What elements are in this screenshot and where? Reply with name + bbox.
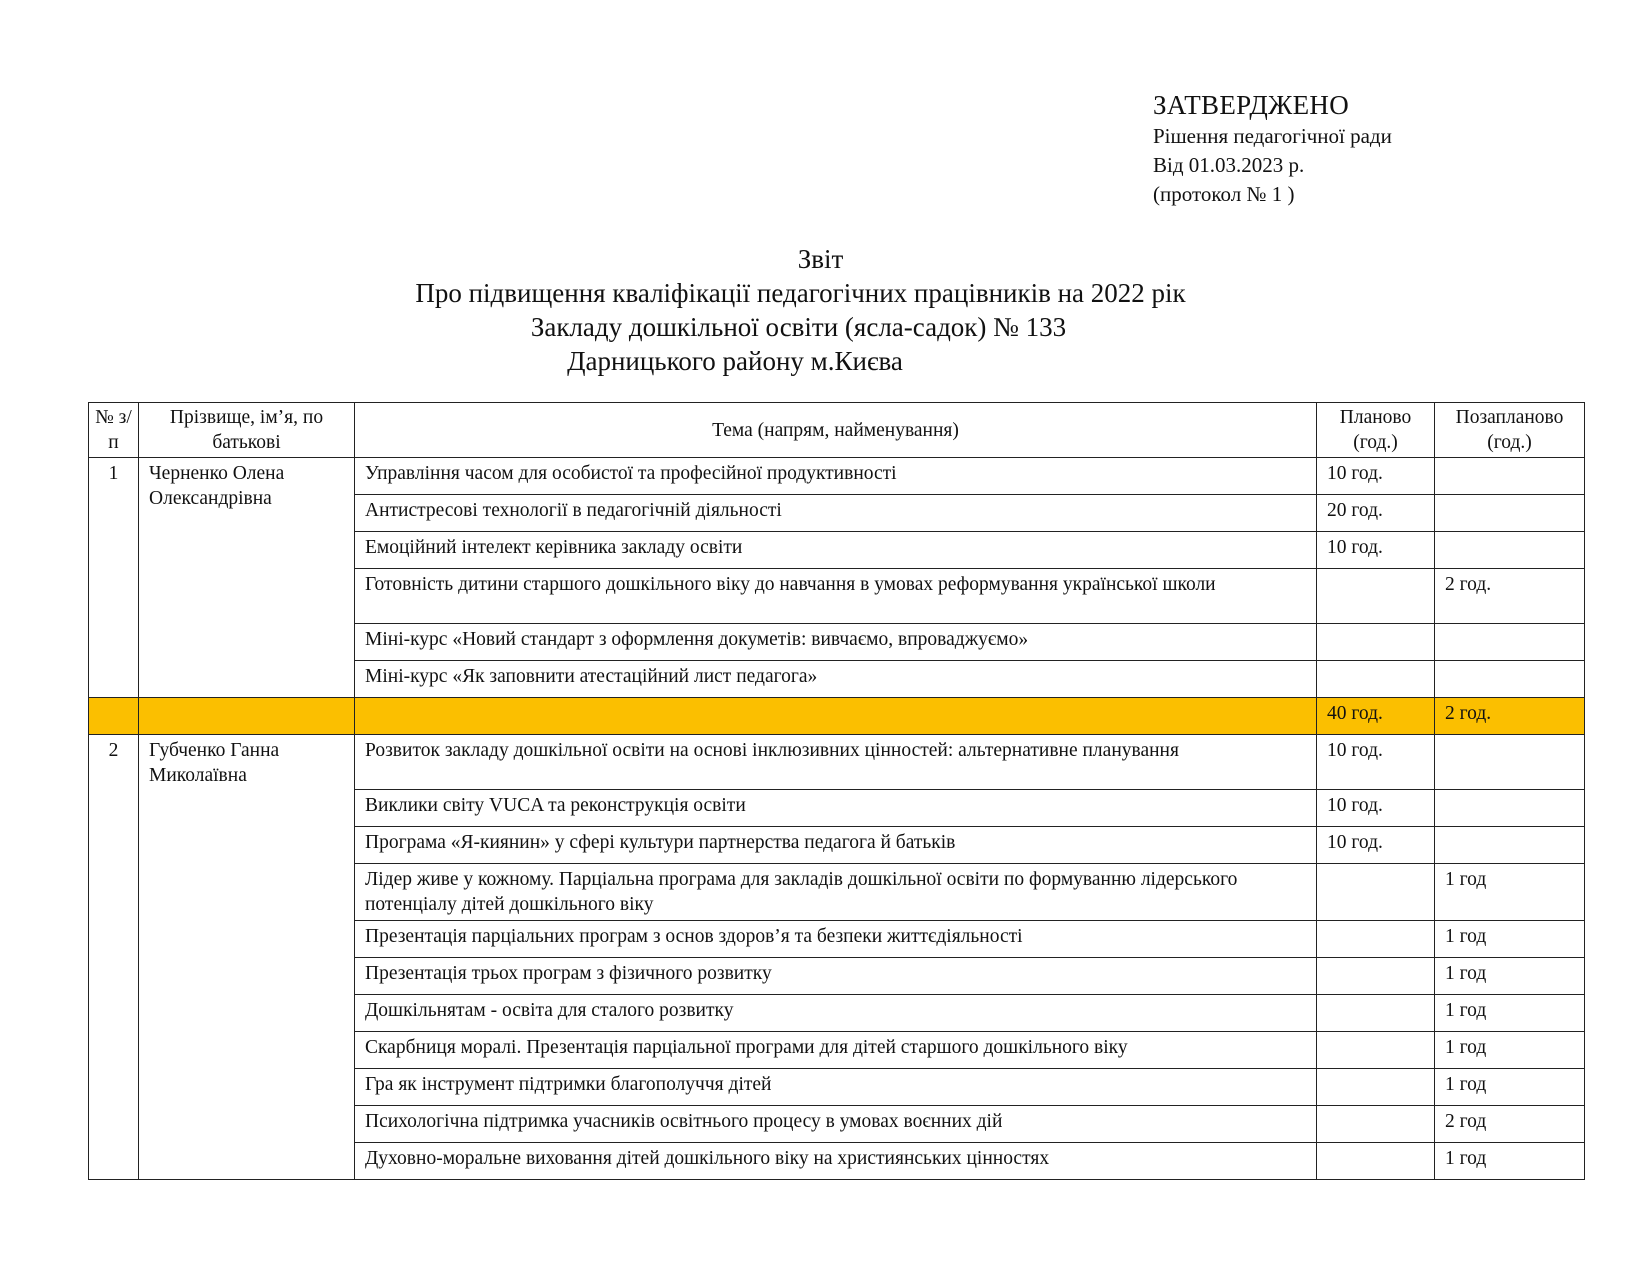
header-num: № з/п [89,403,139,458]
report-subtitle-3: Дарницького району м.Києва [567,346,903,376]
theme-cell: Психологічна підтримка учасників освітнього процесу в умовах воєнних дій [355,1106,1317,1143]
unplanned-cell [1435,624,1585,661]
theme-cell: Міні-курс «Як заповнити атестаційний лист педагога» [355,661,1317,698]
planned-cell: 10 год. [1317,735,1435,790]
header-name: Прізвище, ім’я, по батькові [139,403,355,458]
planned-cell [1317,921,1435,958]
unplanned-cell [1435,790,1585,827]
theme-cell: Програма «Я-киянин» у сфері культури партнерства педагога й батьків [355,827,1317,864]
theme-cell: Емоційний інтелект керівника закладу освіти [355,532,1317,569]
planned-cell [1317,1106,1435,1143]
approval-heading: ЗАТВЕРДЖЕНО [1153,90,1350,120]
unplanned-cell: 1 год [1435,1032,1585,1069]
planned-cell [1317,624,1435,661]
total-row [89,698,1585,735]
unplanned-cell: 2 год [1435,1106,1585,1143]
approval-block [1153,88,1392,209]
total-planned: 40 год. [1317,698,1435,735]
unplanned-cell: 1 год [1435,995,1585,1032]
unplanned-cell [1435,661,1585,698]
report-subtitle-1: Про підвищення кваліфікації педагогічних працівників на 2022 рік [415,278,1186,308]
theme-cell: Розвиток закладу дошкільної освіти на основі інклюзивних цінностей: альтернативне планування [355,735,1317,790]
table-row [89,458,1585,495]
person-num: 2 [89,735,139,1180]
planned-cell: 10 год. [1317,458,1435,495]
planned-cell [1317,569,1435,624]
planned-cell: 10 год. [1317,827,1435,864]
unplanned-cell: 1 год [1435,1143,1585,1180]
unplanned-cell: 1 год [1435,864,1585,921]
table-row [89,735,1585,790]
unplanned-cell [1435,827,1585,864]
theme-cell: Виклики світу VUCA та реконструкція освіти [355,790,1317,827]
header-theme: Тема (напрям, найменування) [355,403,1317,458]
planned-cell [1317,958,1435,995]
theme-cell: Гра як інструмент підтримки благополуччя дітей [355,1069,1317,1106]
theme-cell: Презентація парціальних програм з основ здоров’я та безпеки життєдіяльності [355,921,1317,958]
planned-cell [1317,1069,1435,1106]
report-subtitle-2: Закладу дошкільної освіти (ясла-садок) № 133 [530,312,1067,342]
theme-cell: Лідер живе у кожному. Парціальна програма для закладів дошкільної освіти по формуванню лідерського потенціалу дітей дошкільного віку [355,864,1317,921]
theme-cell: Управління часом для особистої та професійної продуктивності [355,458,1317,495]
unplanned-cell [1435,495,1585,532]
unplanned-cell [1435,735,1585,790]
theme-cell: Міні-курс «Новий стандарт з оформлення докуметів: вивчаємо, впроваджуємо» [355,624,1317,661]
planned-cell [1317,995,1435,1032]
person-name: Черненко Олена Олександрівна [139,458,355,698]
planned-cell: 10 год. [1317,532,1435,569]
person-num: 1 [89,458,139,698]
approval-line-3: (протокол № 1 ) [1153,182,1295,206]
theme-cell: Презентація трьох програм з фізичного розвитку [355,958,1317,995]
approval-line-1: Рішення педагогічної ради [1153,124,1392,148]
theme-cell: Духовно-моральне виховання дітей дошкільного віку на християнських цінностях [355,1143,1317,1180]
unplanned-cell: 1 год [1435,1069,1585,1106]
planned-cell [1317,1143,1435,1180]
total-empty-cell [355,698,1317,735]
unplanned-cell [1435,458,1585,495]
approval-line-2: Від 01.03.2023 р. [1153,153,1305,177]
planned-cell: 20 год. [1317,495,1435,532]
table-header-row [89,403,1585,458]
person-name: Губченко Ганна Миколаївна [139,735,355,1180]
unplanned-cell: 2 год. [1435,569,1585,624]
planned-cell [1317,661,1435,698]
qualification-table [88,402,1585,1180]
planned-cell: 10 год. [1317,790,1435,827]
total-empty-cell [139,698,355,735]
theme-cell: Антистресові технології в педагогічній діяльності [355,495,1317,532]
planned-cell [1317,1032,1435,1069]
theme-cell: Дошкільнятам - освіта для сталого розвитку [355,995,1317,1032]
theme-cell: Готовність дитини старшого дошкільного віку до навчання в умовах реформування української школи [355,569,1317,624]
unplanned-cell: 1 год [1435,958,1585,995]
header-planned: Планово (год.) [1317,403,1435,458]
report-title: Звіт [797,244,844,274]
total-unplanned: 2 год. [1435,698,1585,735]
total-empty-cell [89,698,139,735]
unplanned-cell [1435,532,1585,569]
planned-cell [1317,864,1435,921]
unplanned-cell: 1 год [1435,921,1585,958]
theme-cell: Скарбниця моралі. Презентація парціальної програми для дітей старшого дошкільного віку [355,1032,1317,1069]
header-unplanned: Позапланово (год.) [1435,403,1585,458]
